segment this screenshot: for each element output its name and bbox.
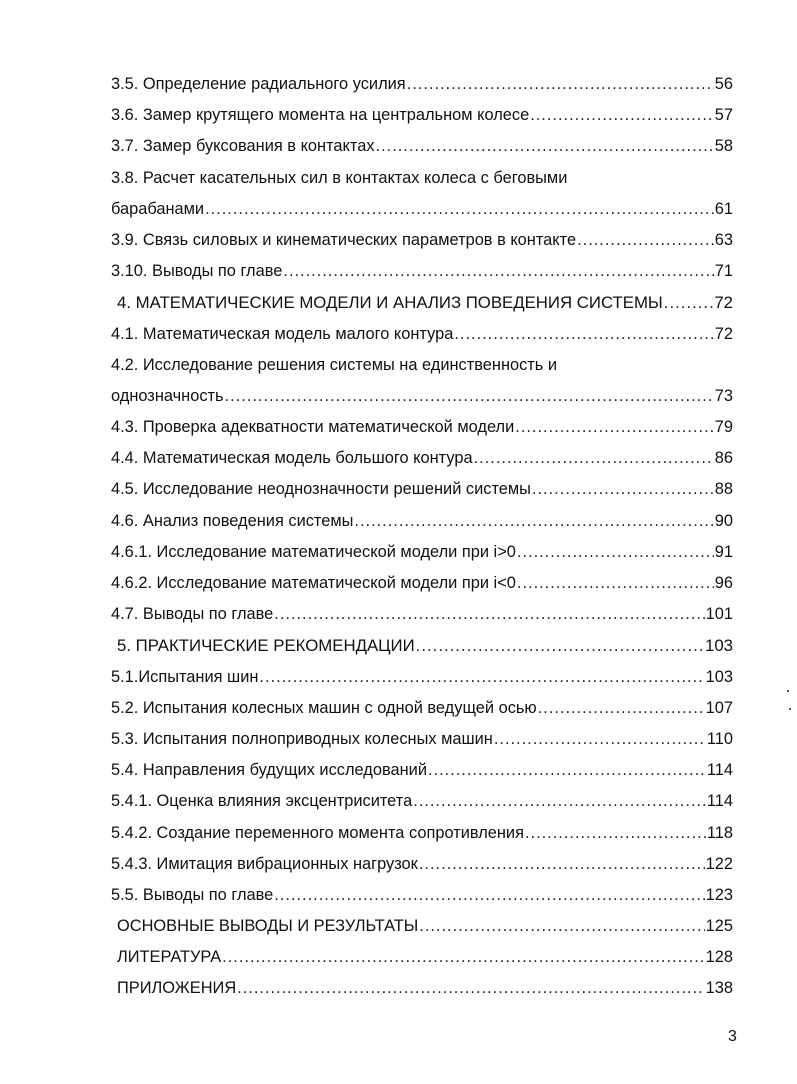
- toc-entry: [111, 69, 733, 100]
- toc-entry-page: 123: [705, 885, 733, 904]
- toc-entry: [111, 256, 733, 287]
- toc-entry-title: 4.2. Исследование решения системы на единственность и: [111, 355, 558, 374]
- toc-entry-page: 61: [714, 199, 733, 218]
- toc-entry-page: 103: [705, 667, 733, 686]
- toc-entry: [111, 225, 733, 256]
- toc-entry: [111, 319, 733, 350]
- toc-entry-page: 91: [714, 542, 733, 561]
- toc-entry: [111, 849, 733, 880]
- toc-entry: [111, 131, 733, 162]
- toc-entry: [111, 412, 733, 443]
- toc-entry-title: барабанами: [111, 199, 205, 218]
- toc-dot-leader: [283, 256, 713, 287]
- toc-entry: [111, 942, 733, 973]
- toc-entry-page: 88: [714, 480, 733, 499]
- toc-entry-title: 4.3. Проверка адекватности математической модели: [111, 418, 515, 437]
- toc-entry-page: 58: [714, 137, 733, 156]
- toc-entry: [111, 194, 733, 225]
- toc-entry-title: 5.4. Направления будущих исследований: [111, 761, 427, 780]
- toc-entry: [111, 973, 733, 1004]
- toc-dot-leader: [416, 630, 704, 661]
- toc-entry-title: ЛИТЕРАТУРА: [117, 948, 222, 967]
- toc-entry-title: 5.5. Выводы по главе: [111, 885, 274, 904]
- toc-entry-page: 125: [705, 917, 733, 936]
- toc-dot-leader: [413, 786, 706, 817]
- toc-dot-leader: [225, 381, 714, 412]
- toc-entry-page: 72: [714, 324, 733, 343]
- table-of-contents: [111, 69, 733, 1005]
- toc-entry-title: 5.4.2. Создание переменного момента сопротивления: [111, 823, 524, 842]
- toc-entry-page: 71: [714, 262, 733, 281]
- toc-entry-title: 5. ПРАКТИЧЕСКИЕ РЕКОМЕНДАЦИИ: [117, 636, 415, 656]
- toc-dot-leader: [494, 724, 706, 755]
- toc-entry-title: ПРИЛОЖЕНИЯ: [117, 979, 237, 998]
- toc-entry: [111, 163, 733, 194]
- toc-entry-title: 4.4. Математическая модель большого контура: [111, 449, 473, 468]
- toc-dot-leader: [259, 662, 704, 693]
- toc-entry-title: ОСНОВНЫЕ ВЫВОДЫ И РЕЗУЛЬТАТЫ: [117, 917, 419, 936]
- toc-dot-leader: [532, 474, 714, 505]
- toc-entry-page: 138: [705, 979, 733, 998]
- toc-dot-leader: [525, 818, 706, 849]
- scan-speck: [787, 690, 789, 692]
- toc-entry-title: 5.3. Испытания полноприводных колесных машин: [111, 729, 493, 748]
- toc-dot-leader: [354, 506, 713, 537]
- toc-entry-page: 118: [706, 823, 733, 842]
- toc-entry-title: 3.10. Выводы по главе: [111, 262, 283, 281]
- toc-dot-leader: [376, 131, 714, 162]
- toc-entry: [111, 880, 733, 911]
- toc-dot-leader: [664, 287, 714, 318]
- toc-entry-title: 3.5. Определение радиального усилия: [111, 75, 406, 93]
- toc-dot-leader: [419, 849, 705, 880]
- toc-dot-leader: [274, 599, 704, 630]
- toc-entry-title: 5.4.3. Имитация вибрационных нагрузок: [111, 854, 418, 873]
- toc-entry-page: 79: [714, 418, 733, 437]
- toc-entry-title: 4.7. Выводы по главе: [111, 605, 274, 624]
- page-number: 3: [728, 1028, 737, 1045]
- toc-entry-title: 5.4.1. Оценка влияния эксцентриситета: [111, 792, 413, 811]
- toc-entry-title: 5.2. Испытания колесных машин с одной ведущей осью: [111, 698, 537, 717]
- toc-entry-page: 96: [714, 574, 733, 592]
- toc-entry-title: 4.5. Исследование неоднозначности решений системы: [111, 480, 531, 499]
- toc-entry-title: 3.9. Связь силовых и кинематических параметров в контакте: [111, 230, 577, 249]
- toc-entry-title: 3.6. Замер крутящего момента на центральном колесе: [111, 106, 530, 125]
- toc-dot-leader: [530, 100, 714, 131]
- toc-entry: [111, 474, 733, 505]
- toc-entry-page: 90: [714, 511, 733, 530]
- toc-entry-title: однозначность: [111, 386, 224, 405]
- toc-entry-title: 4.6. Анализ поведения системы: [111, 511, 354, 530]
- toc-dot-leader: [222, 942, 704, 973]
- toc-entry-page: 114: [706, 761, 733, 780]
- toc-entry-title: 4.1. Математическая модель малого контура: [111, 324, 454, 343]
- toc-entry-title: 4.6.1. Исследование математической модели при i>0: [111, 542, 516, 561]
- toc-entry-page: 122: [705, 854, 733, 873]
- toc-entry-page: 110: [706, 729, 733, 748]
- toc-entry-page: 101: [705, 605, 733, 624]
- toc-entry: [111, 786, 733, 817]
- toc-dot-leader: [517, 568, 714, 599]
- toc-entry: [111, 755, 733, 786]
- toc-entry-title: 4.6.2. Исследование математической модели при i<0: [111, 574, 516, 592]
- toc-entry: [111, 568, 733, 599]
- scan-speck: [789, 708, 791, 710]
- toc-dot-leader: [237, 973, 704, 1004]
- toc-dot-leader: [577, 225, 714, 256]
- toc-dot-leader: [274, 880, 704, 911]
- toc-entry-page: 63: [714, 230, 733, 249]
- toc-dot-leader: [205, 194, 714, 225]
- toc-entry-title: 5.1.Испытания шин: [111, 667, 259, 686]
- toc-entry-page: 107: [705, 698, 733, 717]
- toc-entry: [111, 818, 733, 849]
- toc-entry: [111, 599, 733, 630]
- toc-entry: [111, 693, 733, 724]
- toc-entry-page: 128: [705, 948, 733, 967]
- toc-entry-title: 3.7. Замер буксования в контактах: [111, 137, 375, 156]
- toc-entry-page: 114: [706, 792, 733, 811]
- toc-entry-title: 3.8. Расчет касательных сил в контактах колеса с беговыми: [111, 168, 568, 187]
- toc-dot-leader: [407, 69, 714, 100]
- toc-entry-title: 4. МАТЕМАТИЧЕСКИЕ МОДЕЛИ И АНАЛИЗ ПОВЕДЕНИЯ СИСТЕМЫ: [117, 293, 663, 313]
- toc-entry-page: 103: [705, 636, 733, 656]
- toc-entry-page: 56: [714, 75, 733, 93]
- toc-entry: [111, 100, 733, 131]
- toc-entry: [111, 724, 733, 755]
- toc-entry-page: 86: [714, 449, 733, 468]
- toc-entry: [111, 381, 733, 412]
- toc-dot-leader: [428, 755, 706, 786]
- toc-entry-page: 57: [714, 106, 733, 125]
- toc-dot-leader: [419, 911, 704, 942]
- toc-entry: [111, 506, 733, 537]
- toc-dot-leader: [515, 412, 714, 443]
- toc-dot-leader: [454, 319, 713, 350]
- toc-entry-page: 72: [714, 293, 733, 313]
- toc-entry: [111, 911, 733, 942]
- toc-entry: [111, 630, 733, 661]
- toc-dot-leader: [474, 443, 714, 474]
- toc-entry: [111, 662, 733, 693]
- toc-dot-leader: [517, 537, 714, 568]
- toc-entry-page: 73: [714, 386, 733, 405]
- toc-entry: [111, 537, 733, 568]
- toc-entry: [111, 443, 733, 474]
- toc-entry: [111, 287, 733, 318]
- toc-entry: [111, 350, 733, 381]
- toc-dot-leader: [538, 693, 705, 724]
